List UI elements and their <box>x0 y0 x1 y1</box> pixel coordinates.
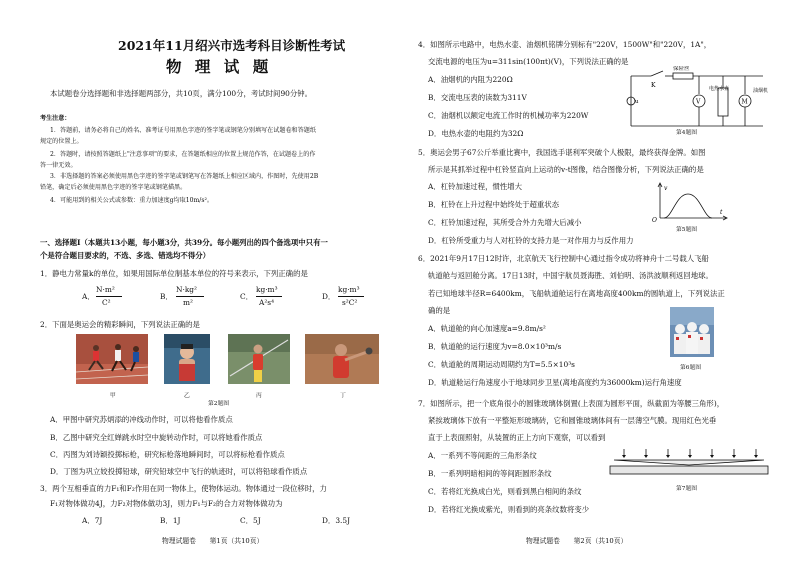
q1-stem: 1．静电力常量k的单位，如果用国际单位制基本单位的符号来表示，下列正确的是 <box>40 269 308 278</box>
q7-option-a: A．一系列不等间距的三角形条纹 <box>428 451 537 460</box>
q7-option-c: C．若将红光换成白光，则看到黑白相间的条纹 <box>428 487 582 496</box>
graph-origin-label: O <box>652 217 657 224</box>
kettle-label: 电热水壶 <box>709 86 730 92</box>
q1-option-d-den: s²C² <box>342 298 358 307</box>
q4-option-d: D．电热水壶的电阻约为32Ω <box>428 129 524 138</box>
q4-figure-caption: 第4题图 <box>676 130 698 136</box>
q1-option-b-den: m² <box>183 298 193 307</box>
q3-option-d: D．3.5J <box>322 516 351 525</box>
page-1 <box>40 0 400 561</box>
page-footer: 物理试题卷 第1页（共10页） <box>162 537 264 545</box>
exam-title: 2021年11月绍兴市选考科目诊断性考试 <box>118 38 346 53</box>
notice-line: 4．可能用到的相关公式或参数：重力加速度g均取10m/s²。 <box>50 197 213 204</box>
graph-x-label: t <box>720 209 723 216</box>
page-footer: 物理试题卷 第2页（共10页） <box>526 537 628 545</box>
photo-label-yi: 乙 <box>184 393 190 399</box>
q4-option-b: B．交流电压表的读数为311V <box>428 93 527 102</box>
section-heading-cont: 个是符合题目要求的，不选、多选、错选均不得分） <box>40 251 210 260</box>
q4-option-c: C．油烟机以额定电流工作时的机械功率为220W <box>428 111 589 120</box>
q3-stem-line2: F₁对物体做功4J，力F₂对物体做功3J，则力F₁与F₂的合力对物体做功为 <box>50 499 283 508</box>
q5-option-c: C．杠铃加速过程，其所受合外力先增大后减小 <box>428 218 582 227</box>
fraction-bar <box>338 296 364 297</box>
q1-option-b-num: N·kg² <box>176 285 197 294</box>
voltmeter-label: V <box>696 98 701 106</box>
q1-option-d-num: kg·m³ <box>338 285 360 294</box>
q1-option-c-den: A²s⁴ <box>259 298 275 307</box>
q7-option-b: B．一系列明暗相间的等间距圆形条纹 <box>428 469 552 478</box>
notice-line: 2．答题时，请按照答题纸上"注意事项"的要求，在答题纸相应的位置上规范作答，在试题卷上的作 <box>50 151 316 158</box>
q6-stem-line4: 确的是 <box>428 306 451 315</box>
notice-line: 1．答题前，请务必将自己的姓名、准考证号用黑色字迹的签字笔或钢笔分别填写在试题卷和答题纸 <box>50 127 316 134</box>
q6-option-d: D．轨道舱运行角速度小于地球同步卫星(离地高度约为36000km)运行角速度 <box>428 378 682 387</box>
photo-shotput <box>305 334 379 384</box>
q1-option-b-letter: B． <box>160 292 173 301</box>
q1-option-d-letter: D． <box>322 292 336 301</box>
q5-vt-graph <box>650 182 730 224</box>
q7-stem-line3: 直于上表面照射，从装置的正上方向下观察，可以看到 <box>428 433 606 442</box>
motor-label: M <box>741 98 748 106</box>
photo-label-bing: 丙 <box>256 393 262 399</box>
q3-option-b: B．1J <box>160 516 181 525</box>
q6-option-b: B．轨道舱的运行速度为v=8.0×10³m/s <box>428 342 562 351</box>
notice-line: 规定的位置上。 <box>40 138 83 145</box>
q4-stem-line1: 4．如图所示电路中，电热水壶、油烟机铭牌分别标有"220V，1500W"和"220V，1A"， <box>418 40 712 49</box>
notice-line: 铅笔，确定后必须使用黑色字迹的签字笔或钢笔描黑。 <box>40 184 187 191</box>
graph-y-label: v <box>664 185 668 192</box>
q4-option-a: A．油烟机的内阻为220Ω <box>428 75 513 84</box>
q5-option-d: D．杠铃所受重力与人对杠铃的支持力是一对作用力与反作用力 <box>428 236 634 245</box>
q3-stem-line1: 3．两个互相垂直的力F₁和F₂作用在同一物体上，使物体运动。物体通过一段位移时，力 <box>40 484 327 493</box>
q7-stem-line1: 7．如图所示，把一个底角很小的圆锥玻璃体倒置(上表面为圆形平面，纵截面为等腰三角形)， <box>418 399 725 408</box>
q6-figure-caption: 第6题图 <box>680 365 702 371</box>
q2-stem: 2．下面是奥运会的精彩瞬间，下列说法正确的是 <box>40 320 200 329</box>
photo-sprint <box>76 334 148 384</box>
q3-option-c: C．5J <box>240 516 261 525</box>
q6-stem-line1: 6．2021年9月17日12时许，北京航天飞行控制中心通过指令成功将神舟十二号载人飞船 <box>418 254 709 263</box>
q5-option-b: B．杠铃在上升过程中始终处于超重状态 <box>428 200 560 209</box>
notice-line: 答一律无效。 <box>40 162 77 169</box>
q2-option-a: A．甲图中研究苏炳添的冲线动作时，可以将他看作质点 <box>50 415 233 424</box>
q7-cone-glass-diagram <box>604 446 774 482</box>
notice-heading: 考生注意： <box>40 115 71 122</box>
notice-line: 3．非选择题的答案必须使用黑色字迹的签字笔或钢笔写在答题纸上相应区域内，作图时，先使用2B <box>50 173 319 180</box>
q1-option-a-letter: A． <box>82 292 95 301</box>
intro-text: 本试题卷分选择题和非选择题两部分，共10页，满分100分，考试时间90分钟。 <box>50 89 313 98</box>
source-label: u <box>635 99 639 105</box>
q1-option-a-num: N·m² <box>96 285 115 294</box>
q7-figure-caption: 第7题图 <box>676 486 698 492</box>
q3-option-a: A．7J <box>82 516 103 525</box>
q6-stem-line2: 轨道舱与返回舱分离。17日13时，中国宇航员聂海胜、刘伯明、汤洪波顺利返回地球。 <box>428 271 713 280</box>
fuse-label: 保险丝 <box>673 66 690 72</box>
photo-diving <box>164 334 210 384</box>
q7-option-d: D．若将红光换成紫光，则看到的亮条纹数将变少 <box>428 505 590 514</box>
photo-javelin <box>228 334 290 384</box>
q1-option-c-letter: C． <box>240 292 254 301</box>
q2-figure-caption: 第2题图 <box>208 401 230 407</box>
q1-option-a-den: C² <box>102 298 111 307</box>
q4-circuit-diagram <box>623 66 778 134</box>
q7-stem-line2: 紧挨玻璃体下放有一平整矩形玻璃砖，它和圆锥玻璃体间有一层薄空气膜。现用红色光垂 <box>428 416 717 425</box>
q6-stem-line3: 若已知地球半径R=6400km，飞船轨道舱运行在离地高度400km的圆轨道上，下列说法正 <box>428 289 725 298</box>
q5-stem-line1: 5．奥运会男子67公斤举重比赛中，我国选手谌利军突破个人极限，最终获得金牌。如图 <box>418 148 706 157</box>
page-2 <box>418 0 778 561</box>
q5-stem-line2: 所示是其抓举过程中杠铃竖直向上运动的v-t图像，结合图像分析，下列说法正确的是 <box>428 165 704 174</box>
switch-label: K <box>651 82 656 89</box>
q6-option-c: C．轨道舱的周期运动周期约为T=5.5×10³s <box>428 360 575 369</box>
q2-option-b: B．乙图中研究全红婵跳水时空中旋转动作时，可以将她看作质点 <box>50 433 263 442</box>
photo-astronauts <box>670 307 714 357</box>
q1-option-c-num: kg·m³ <box>256 285 278 294</box>
section-heading: 一、选择题Ⅰ（本题共13小题，每小题3分，共39分。每小题列出的四个备选项中只有一 <box>40 238 328 247</box>
hood-label: 油烟机 <box>753 88 769 94</box>
q2-option-c: C．丙图为刘诗颖投掷标枪，研究标枪落地瞬间时，可以将标枪看作质点 <box>50 450 285 459</box>
fraction-bar <box>176 296 204 297</box>
photo-label-ding: 丁 <box>340 393 346 399</box>
q2-option-d: D．丁图为巩立姣投掷铅球，研究铅球空中飞行的轨迹时，可以将铅球看作质点 <box>50 467 308 476</box>
q5-figure-caption: 第5题图 <box>676 227 698 233</box>
q6-option-a: A．轨道舱的向心加速度a=9.8m/s² <box>428 324 546 333</box>
exam-subtitle: 物 理 试 题 <box>166 57 273 76</box>
q5-option-a: A．杠铃加速过程，惯性增大 <box>428 182 523 191</box>
photo-label-jia: 甲 <box>110 393 116 399</box>
q4-stem-line2: 交流电源的电压为u=311sin(100πt)(V)，下列说法正确的是 <box>428 57 629 66</box>
fraction-bar <box>96 296 122 297</box>
fraction-bar <box>256 296 282 297</box>
